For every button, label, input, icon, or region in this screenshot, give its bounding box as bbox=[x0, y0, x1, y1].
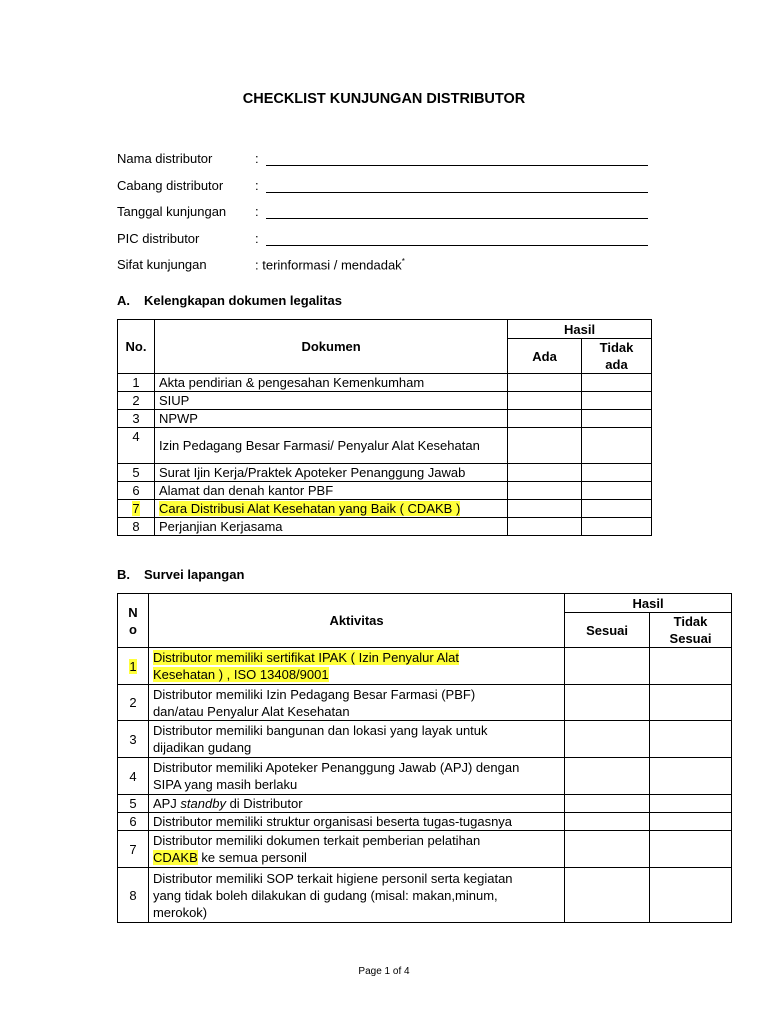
row-text-line1: Distributor memiliki dokumen terkait pemberian pelatihan bbox=[152, 833, 481, 848]
table-row bbox=[118, 410, 652, 428]
document-title: CHECKLIST KUNJUNGAN DISTRIBUTOR bbox=[242, 91, 526, 107]
cell-tidak-sesuai[interactable] bbox=[650, 868, 732, 923]
row-text-post: ke semua personil bbox=[197, 850, 307, 865]
row-no-highlighted: 1 bbox=[129, 658, 137, 674]
cell-ada[interactable] bbox=[508, 500, 582, 518]
row-text-highlighted: CDAKB bbox=[152, 850, 198, 865]
cell-tidak-ada[interactable] bbox=[582, 464, 652, 482]
row-aktivitas bbox=[148, 685, 564, 721]
field-label: Nama distributor bbox=[117, 151, 213, 166]
row-no: 4 bbox=[118, 758, 149, 795]
table-row bbox=[118, 374, 652, 392]
row-no: 7 bbox=[118, 831, 149, 868]
header-no-line2: o bbox=[129, 621, 137, 637]
row-aktivitas bbox=[148, 831, 564, 868]
field-colon: : bbox=[255, 178, 259, 193]
row-dokumen: Alamat dan denah kantor PBF bbox=[154, 482, 507, 500]
table-survei-lapangan bbox=[117, 593, 732, 923]
row-text-line2: dijadikan gudang bbox=[152, 740, 252, 755]
row-no: 6 bbox=[118, 482, 155, 500]
header-hasil: Hasil bbox=[508, 320, 652, 339]
cell-sesuai[interactable] bbox=[565, 831, 650, 868]
table-row bbox=[118, 464, 652, 482]
row-text-pre: APJ bbox=[152, 796, 181, 811]
cell-ada[interactable] bbox=[508, 374, 582, 392]
cell-tidak-ada[interactable] bbox=[582, 428, 652, 464]
field-value bbox=[255, 257, 405, 272]
table-row bbox=[118, 795, 732, 813]
row-no: 2 bbox=[118, 685, 149, 721]
table-row bbox=[118, 868, 732, 923]
table-row bbox=[118, 831, 732, 868]
row-text-line2: SIPA yang masih berlaku bbox=[152, 777, 298, 792]
section-letter: A. bbox=[117, 293, 130, 308]
field-colon: : bbox=[255, 204, 259, 219]
cell-tidak-sesuai[interactable] bbox=[650, 795, 732, 813]
field-label: Tanggal kunjungan bbox=[117, 204, 227, 219]
row-aktivitas bbox=[148, 648, 564, 685]
cell-tidak-ada[interactable] bbox=[582, 482, 652, 500]
row-aktivitas: Distributor memiliki struktur organisasi beserta tugas-tugasnya bbox=[148, 813, 564, 831]
row-no bbox=[118, 500, 155, 518]
header-tidak-sesuai-label: Tidak Sesuai bbox=[669, 614, 712, 646]
row-aktivitas bbox=[148, 721, 564, 758]
header-tidak-ada-label: Tidak ada bbox=[599, 340, 634, 372]
cell-ada[interactable] bbox=[508, 464, 582, 482]
section-a-heading bbox=[117, 293, 342, 308]
table-row bbox=[118, 518, 652, 536]
header-no bbox=[118, 594, 149, 648]
row-text-line2: Kesehatan ) , ISO 13408/9001 bbox=[152, 667, 329, 682]
row-no: 5 bbox=[118, 795, 149, 813]
row-text-line1: Distributor memiliki sertifikat IPAK ( Izin Penyalur Alat bbox=[152, 650, 460, 665]
row-no: 5 bbox=[118, 464, 155, 482]
cell-tidak-ada[interactable] bbox=[582, 518, 652, 536]
header-no-line1: N bbox=[128, 604, 138, 620]
cell-sesuai[interactable] bbox=[565, 868, 650, 923]
row-dokumen: Izin Pedagang Besar Farmasi/ Penyalur Alat Kesehatan bbox=[154, 428, 507, 464]
cell-tidak-ada[interactable] bbox=[582, 374, 652, 392]
table-row bbox=[118, 392, 652, 410]
row-text-italic: standby bbox=[180, 796, 226, 811]
page-footer: Page 1 of 4 bbox=[358, 966, 410, 977]
header-hasil: Hasil bbox=[565, 594, 732, 613]
sifat-value: : terinformasi / mendadak bbox=[255, 257, 402, 273]
cell-tidak-sesuai[interactable] bbox=[650, 831, 732, 868]
section-b-heading bbox=[117, 567, 244, 582]
header-aktivitas: Aktivitas bbox=[148, 594, 564, 648]
cell-sesuai[interactable] bbox=[565, 795, 650, 813]
field-label: Sifat kunjungan bbox=[117, 257, 207, 272]
fill-line bbox=[266, 192, 648, 193]
fill-line bbox=[266, 165, 648, 166]
cell-sesuai[interactable] bbox=[565, 685, 650, 721]
header-sesuai: Sesuai bbox=[565, 613, 650, 648]
cell-tidak-sesuai[interactable] bbox=[650, 758, 732, 795]
row-dokumen: Surat Ijin Kerja/Praktek Apoteker Penanggung Jawab bbox=[154, 464, 507, 482]
row-dokumen: Akta pendirian & pengesahan Kemenkumham bbox=[154, 374, 507, 392]
row-no: 8 bbox=[118, 518, 155, 536]
row-aktivitas bbox=[148, 758, 564, 795]
row-no-highlighted: 7 bbox=[132, 501, 140, 516]
table-row bbox=[118, 758, 732, 795]
row-text-line2: dan/atau Penyalur Alat Kesehatan bbox=[152, 703, 350, 719]
cell-tidak-sesuai[interactable] bbox=[650, 685, 732, 721]
fill-line bbox=[266, 218, 648, 219]
cell-sesuai[interactable] bbox=[565, 813, 650, 831]
section-title: Survei lapangan bbox=[144, 567, 245, 582]
table-row bbox=[118, 500, 652, 518]
row-aktivitas bbox=[148, 868, 564, 923]
table-row bbox=[118, 685, 732, 721]
row-aktivitas bbox=[148, 795, 564, 813]
row-no: 1 bbox=[118, 374, 155, 392]
table-row bbox=[118, 428, 652, 464]
cell-ada[interactable] bbox=[508, 518, 582, 536]
field-colon: : bbox=[255, 231, 259, 246]
row-text-line2: yang tidak boleh dilakukan di gudang (misal: makan,minum, bbox=[152, 887, 498, 903]
header-ada: Ada bbox=[508, 339, 582, 374]
field-colon: : bbox=[255, 151, 259, 166]
row-dokumen: NPWP bbox=[154, 410, 507, 428]
header-tidak-ada bbox=[582, 339, 652, 374]
row-text-line1: Distributor memiliki Apoteker Penanggung Jawab (APJ) dengan bbox=[152, 760, 520, 775]
row-dokumen: Perjanjian Kerjasama bbox=[154, 518, 507, 536]
cell-sesuai[interactable] bbox=[565, 648, 650, 685]
cell-tidak-sesuai[interactable] bbox=[650, 648, 732, 685]
row-no: 2 bbox=[118, 392, 155, 410]
header-tidak-sesuai bbox=[650, 613, 732, 648]
row-text-line3: merokok) bbox=[152, 904, 208, 920]
field-label: Cabang distributor bbox=[117, 178, 224, 193]
header-no: No. bbox=[118, 320, 155, 374]
cell-tidak-ada[interactable] bbox=[582, 410, 652, 428]
cell-tidak-ada[interactable] bbox=[582, 500, 652, 518]
section-title: Kelengkapan dokumen legalitas bbox=[144, 293, 342, 308]
row-no: 8 bbox=[118, 868, 149, 923]
row-text-post: di Distributor bbox=[225, 796, 303, 811]
cell-ada[interactable] bbox=[508, 482, 582, 500]
section-letter: B. bbox=[117, 567, 130, 582]
header-dokumen: Dokumen bbox=[154, 320, 507, 374]
cell-sesuai[interactable] bbox=[565, 721, 650, 758]
row-no: 3 bbox=[118, 721, 149, 758]
table-row bbox=[118, 813, 732, 831]
cell-tidak-sesuai[interactable] bbox=[650, 721, 732, 758]
row-text-line1: Distributor memiliki bangunan dan lokasi yang layak untuk bbox=[152, 723, 488, 738]
row-no: 3 bbox=[118, 410, 155, 428]
fill-line bbox=[266, 245, 648, 246]
cell-tidak-sesuai[interactable] bbox=[650, 813, 732, 831]
table-dokumen-legalitas bbox=[117, 319, 652, 536]
table-row bbox=[118, 721, 732, 758]
row-dokumen-highlighted: Cara Distribusi Alat Kesehatan yang Baik ( CDAKB ) bbox=[158, 501, 461, 516]
row-text-line1: Distributor memiliki SOP terkait higiene personil serta kegiatan bbox=[152, 870, 513, 886]
footnote-mark: * bbox=[401, 257, 405, 266]
row-no: 4 bbox=[118, 428, 155, 464]
cell-ada[interactable] bbox=[508, 410, 582, 428]
row-dokumen: SIUP bbox=[154, 392, 507, 410]
row-dokumen bbox=[154, 500, 507, 518]
table-row bbox=[118, 648, 732, 685]
table-row bbox=[118, 482, 652, 500]
field-label: PIC distributor bbox=[117, 231, 200, 246]
row-no: 6 bbox=[118, 813, 149, 831]
cell-ada[interactable] bbox=[508, 428, 582, 464]
cell-tidak-ada[interactable] bbox=[582, 392, 652, 410]
cell-ada[interactable] bbox=[508, 392, 582, 410]
cell-sesuai[interactable] bbox=[565, 758, 650, 795]
row-no bbox=[118, 648, 149, 685]
row-text-line1: Distributor memiliki Izin Pedagang Besar Farmasi (PBF) bbox=[152, 686, 476, 702]
